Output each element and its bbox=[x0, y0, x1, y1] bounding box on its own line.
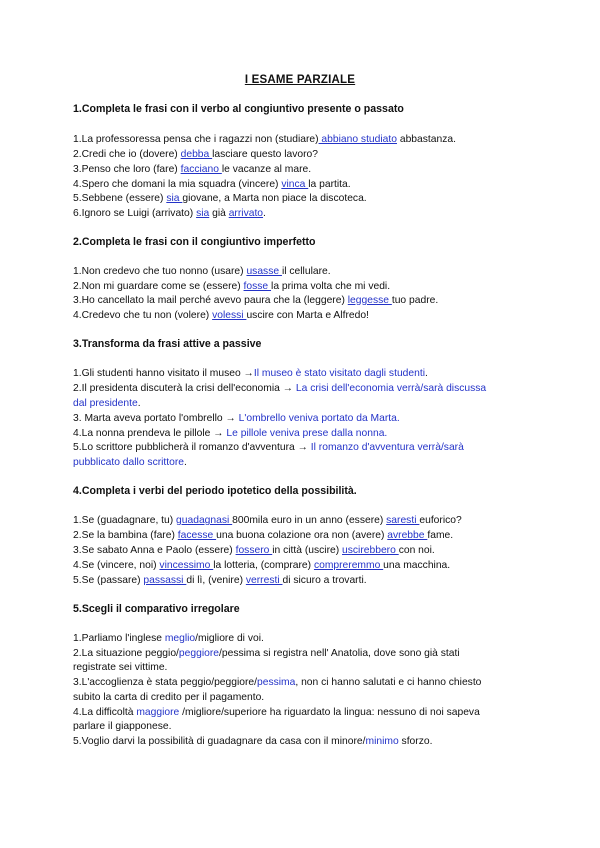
answer: Il romanzo d'avventura verrà/sarà bbox=[310, 442, 464, 453]
section-2-heading: 2.Completa le frasi con il congiuntivo imperfetto bbox=[73, 236, 316, 248]
s3-sentence-2-cont: dal presidente. bbox=[73, 398, 141, 409]
s1-sentence-5: 5.Sebbene (essere) sia giovane, a Marta non piace la discoteca. bbox=[73, 193, 367, 204]
section-1-heading: 1.Completa le frasi con il verbo al congiuntivo presente o passato bbox=[73, 103, 404, 115]
answer: compreremmo bbox=[313, 560, 384, 571]
s5-sentence-2-cont: registrate sei vittime. bbox=[73, 662, 168, 673]
answer: peggiore bbox=[178, 648, 219, 659]
s5-sentence-4-cont: parlare il giapponese. bbox=[73, 721, 172, 732]
answer: arrivato bbox=[228, 208, 264, 219]
answer: guadagnasi bbox=[176, 515, 233, 526]
answer: L'ombrello veniva portato da Marta. bbox=[238, 413, 400, 424]
s5-sentence-2: 2.La situazione peggio/peggiore/pessima si registra nell' Anatolia, dove sono già stati bbox=[73, 648, 460, 659]
answer: facesse bbox=[177, 530, 217, 541]
answer: verresti bbox=[245, 575, 283, 586]
s1-sentence-3: 3.Penso che loro (fare) facciano le vacanze al mare. bbox=[73, 164, 312, 175]
answer: volessi bbox=[212, 310, 247, 321]
s5-sentence-3: 3.L'accoglienza è stata peggio/peggiore/pessima, non ci hanno salutati e ci hanno chiesto bbox=[73, 677, 482, 688]
answer: fosse bbox=[243, 281, 272, 292]
section-5-heading: 5.Scegli il comparativo irregolare bbox=[73, 603, 240, 615]
s1-sentence-6: 6.Ignoro se Luigi (arrivato) sia già arrivato. bbox=[73, 208, 266, 219]
s5-sentence-1: 1.Parliamo l'inglese meglio/migliore di voi. bbox=[73, 633, 264, 644]
s2-sentence-4: 4.Credevo che tu non (volere) volessi uscire con Marta e Alfredo! bbox=[73, 310, 369, 321]
answer: Le pillole veniva prese dalla nonna. bbox=[226, 428, 388, 439]
s4-sentence-2: 2.Se la bambina (fare) facesse una buona colazione ora non (avere) avrebbe fame. bbox=[73, 530, 454, 541]
answer: saresti bbox=[386, 515, 420, 526]
s2-sentence-3: 3.Ho cancellato la mail perché avevo paura che la (leggere) leggesse tuo padre. bbox=[73, 295, 439, 306]
answer: minimo bbox=[365, 736, 399, 747]
answer: usasse bbox=[246, 266, 282, 277]
answer: pessima bbox=[257, 677, 296, 688]
s5-sentence-3-cont: subito la carta di credito per il pagamento. bbox=[73, 692, 265, 703]
answer: sia bbox=[196, 208, 210, 219]
answer: vincessimo bbox=[159, 560, 214, 571]
answer: vinca bbox=[281, 179, 309, 190]
s1-sentence-4: 4.Spero che domani la mia squadra (vincere) vinca la partita. bbox=[73, 179, 351, 190]
answer: pubblicato dallo scrittore bbox=[73, 457, 185, 468]
s2-sentence-1: 1.Non credevo che tuo nonno (usare) usasse il cellulare. bbox=[73, 266, 331, 277]
s3-sentence-5: 5.Lo scrittore pubblicherà il romanzo d'avventura → Il romanzo d'avventura verrà/sarà bbox=[73, 442, 464, 453]
answer: sia bbox=[166, 193, 183, 204]
answer: abbiano studiato bbox=[318, 134, 397, 145]
s3-sentence-5-cont: pubblicato dallo scrittore. bbox=[73, 457, 187, 468]
answer: uscirebbero bbox=[342, 545, 399, 556]
s4-sentence-1: 1.Se (guadagnare, tu) guadagnasi 800mila euro in un anno (essere) saresti euforico? bbox=[73, 515, 462, 526]
s3-sentence-4: 4.La nonna prendeva le pillole → Le pillole veniva prese dalla nonna. bbox=[73, 428, 388, 439]
s3-sentence-2: 2.Il presidenta discuterà la crisi dell'economia → La crisi dell'economia verrà/sarà discussa bbox=[73, 383, 487, 394]
document-title: I ESAME PARZIALE bbox=[244, 74, 356, 86]
section-4-heading: 4.Completa i verbi del periodo ipotetico della possibilità. bbox=[73, 485, 357, 497]
s4-sentence-3: 3.Se sabato Anna e Paolo (essere) fossero in città (uscire) uscirebbero con noi. bbox=[73, 545, 435, 556]
s1-sentence-2: 2.Credi che io (dovere) debba lasciare questo lavoro? bbox=[73, 149, 318, 160]
s2-sentence-2: 2.Non mi guardare come se (essere) fosse la prima volta che mi vedi. bbox=[73, 281, 391, 292]
answer: facciano bbox=[180, 164, 222, 175]
answer: maggiore bbox=[136, 707, 180, 718]
section-3-heading: 3.Transforma da frasi attive a passive bbox=[73, 338, 262, 350]
answer: meglio bbox=[164, 633, 196, 644]
answer: leggesse bbox=[347, 295, 392, 306]
answer: Il museo è stato visitato dagli studenti bbox=[253, 368, 425, 379]
s5-sentence-4: 4.La difficoltà maggiore /migliore/superiore ha riguardato la lingua: nessuno di noi sapeva bbox=[73, 707, 480, 718]
s3-sentence-3: 3. Marta aveva portato l'ombrello → L'ombrello veniva portato da Marta. bbox=[73, 413, 400, 424]
answer: passassi bbox=[143, 575, 187, 586]
s1-sentence-1: 1.La professoressa pensa che i ragazzi non (studiare) abbiano studiato abbastanza. bbox=[73, 134, 456, 145]
s4-sentence-5: 5.Se (passare) passassi di lì, (venire) verresti di sicuro a trovarti. bbox=[73, 575, 367, 586]
answer: dal presidente bbox=[73, 398, 138, 409]
answer: debba bbox=[180, 149, 213, 160]
s3-sentence-1: 1.Gli studenti hanno visitato il museo →Il museo è stato visitato dagli studenti. bbox=[73, 368, 428, 379]
answer: La crisi dell'economia verrà/sarà discussa bbox=[295, 383, 487, 394]
answer: fossero bbox=[235, 545, 273, 556]
answer: avrebbe bbox=[387, 530, 428, 541]
s4-sentence-4: 4.Se (vincere, noi) vincessimo la lotteria, (comprare) compreremmo una macchina. bbox=[73, 560, 451, 571]
s5-sentence-5: 5.Voglio darvi la possibilità di guadagnare da casa con il minore/minimo sforzo. bbox=[73, 736, 433, 747]
